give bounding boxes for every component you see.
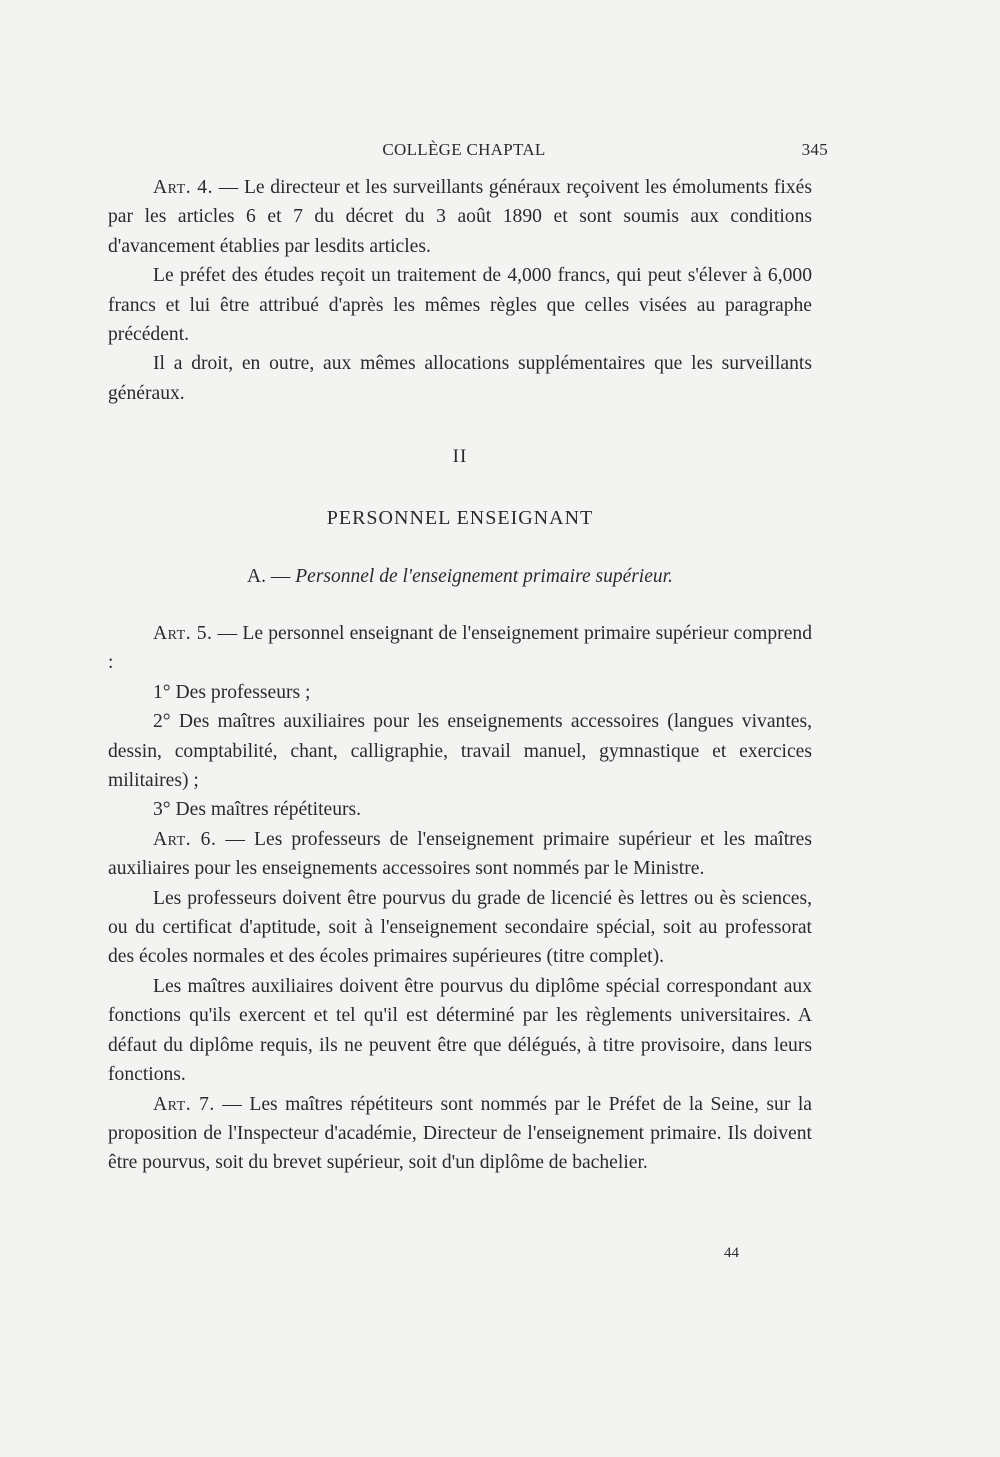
art6-label: Art. 6. — [153, 828, 217, 850]
art5-list-item-3: 3° Des maîtres répétiteurs. — [153, 799, 362, 821]
article-block-lower — [108, 619, 812, 1178]
art4-paragraph — [108, 173, 812, 261]
article-block-upper — [108, 173, 812, 408]
subsection-letter: A. — — [247, 566, 296, 587]
page-number: 345 — [801, 140, 828, 159]
art7-paragraph — [108, 1090, 812, 1178]
art5-list-item-2: 2° Des maîtres auxiliaires pour les enseignements accessoires (langues vivantes, dessin, comptabilité, chant, calligraphie, travail manuel, gymnastique et exercices militaires) ; — [108, 711, 812, 792]
art5-paragraph — [108, 619, 812, 678]
subsection-italic-title: Personnel de l'enseignement primaire supérieur. — [295, 566, 673, 587]
signature-mark: 44 — [724, 1245, 739, 1261]
art7-label: Art. 7. — [153, 1093, 215, 1115]
art5-list-item-1: 1° Des professeurs ; — [153, 681, 311, 703]
art4-text: — Le directeur et les surveillants généraux reçoivent les émoluments fixés par les articles 6 et 7 du décret du 3 août 1890 et sont soumis aux conditions d'avancement établies par lesdits articles. — [108, 177, 812, 257]
running-head — [108, 140, 828, 164]
art4-paragraph-2: Le préfet des études reçoit un traitement de 4,000 francs, qui peut s'élever à 6,000 francs et lui être attribué d'après les mêmes règles que celles visées au paragraphe précédent. — [108, 265, 812, 346]
running-title: COLLÈGE CHAPTAL — [382, 140, 546, 159]
art6-paragraph — [108, 825, 812, 884]
art7-text: — Les maîtres répétiteurs sont nommés par le Préfet de la Seine, sur la proposition de l'Inspecteur d'académie, Directeur de l'enseignement primaire. Ils doivent être pourvus, soit du brevet supérieur, soit d'un diplôme de bachelier. — [108, 1093, 812, 1174]
art6-text: — Les professeurs de l'enseignement primaire supérieur et les maîtres auxiliaires pour les enseignements accessoires sont nommés par le Ministre. — [108, 828, 812, 880]
section-title: PERSONNEL ENSEIGNANT — [326, 507, 594, 529]
art6-paragraph-2: Les professeurs doivent être pourvus du grade de licencié ès lettres ou ès sciences, ou du certificat d'aptitude, soit à l'enseignement secondaire spécial, soit au professorat des écoles normales et des écoles primaires supérieures (titre complet). — [108, 887, 812, 968]
subsection-title — [0, 566, 920, 588]
section-number: II — [452, 446, 468, 467]
art6-paragraph-3: Les maîtres auxiliaires doivent être pourvus du diplôme spécial correspondant aux fonctions qu'ils exercent et tel qu'il est déterminé par les règlements universitaires. A défaut du diplôme requis, ils ne peuvent être que délégués, à titre provisoire, dans leurs fonctions. — [108, 975, 812, 1086]
art5-label: Art. 5. — [153, 623, 213, 644]
art4-label: Art. 4. — [153, 177, 213, 198]
art4-paragraph-3: Il a droit, en outre, aux mêmes allocations supplémentaires que les surveillants généraux. — [108, 353, 812, 404]
art5-text: — Le personnel enseignant de l'enseignement primaire supérieur comprend : — [108, 623, 812, 674]
